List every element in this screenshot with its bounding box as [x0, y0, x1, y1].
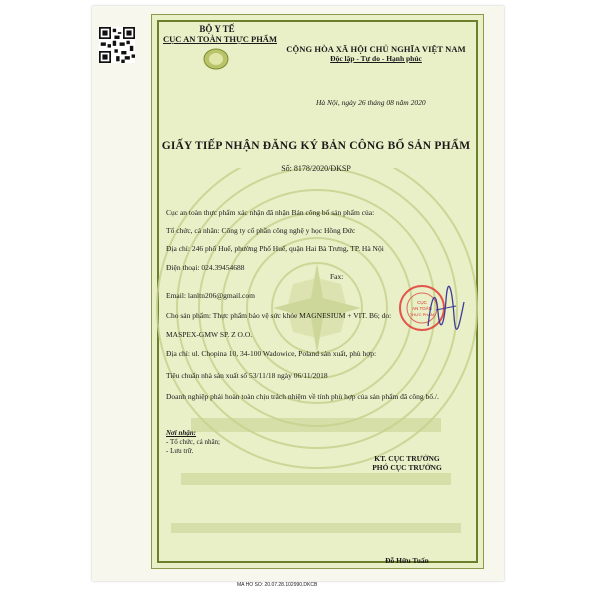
body-line-manufacturer-address: Địa chỉ: ul. Chopina 10, 34-100 Wadowice, Poland sản xuất, phù hợp: — [166, 349, 377, 358]
body-line-fax: Fax: — [330, 272, 344, 281]
signature-block — [352, 454, 462, 472]
body-line-email: Email: lanltn206@gmail.com — [166, 291, 255, 300]
recipient-item: - Tổ chức, cá nhân; — [166, 438, 221, 446]
body-line-address: Địa chỉ: 246 phố Huế, phường Phố Huế, quận Hai Bà Trưng, TP. Hà Nội — [166, 244, 384, 253]
body-line-manufacturer: MASPEX-GMW SP. Z O.O. — [166, 330, 253, 339]
recipient-item: - Lưu trữ. — [166, 447, 194, 455]
issuer-header — [163, 24, 277, 44]
svg-text:CỤC: CỤC — [417, 300, 427, 305]
svg-text:THỰC PHẨM: THỰC PHẨM — [409, 312, 435, 317]
country-name: CỘNG HÒA XÃ HỘI CHỦ NGHĨA VIỆT NAM — [286, 44, 466, 54]
body-line-product: Cho sản phẩm: Thực phẩm bảo vệ sức khỏe MAGNESIUM + VIT. B6; do: — [166, 311, 392, 320]
body-line-phone: Điện thoại: 024.39454688 — [166, 263, 245, 272]
issue-date: Hà Nội, ngày 26 tháng 08 năm 2020 — [316, 98, 426, 107]
agency-logo-icon — [203, 48, 229, 70]
signature-title-2: PHÓ CỤC TRƯỞNG — [372, 463, 442, 472]
signature-title-1: KT. CỤC TRƯỞNG — [374, 454, 440, 463]
dossier-code: MA HO SO: 20.07.28.102990.DKCB — [237, 582, 318, 588]
signer-name: Đỗ Hữu Tuấn — [385, 556, 429, 565]
document-title: GIẤY TIẾP NHẬN ĐĂNG KÝ BẢN CÔNG BỐ SẢN PHẨM — [161, 140, 471, 152]
body-line-standard: Tiêu chuẩn nhà sản xuất số 53/11/18 ngày 06/11/2018 — [166, 371, 328, 380]
document-number: Số: 8178/2020/ĐKSP — [281, 164, 351, 173]
national-header — [276, 44, 476, 63]
recipients-title: Nơi nhận: — [166, 429, 197, 437]
qr-code — [99, 27, 135, 63]
body-line-intro: Cục an toàn thực phẩm xác nhận đã nhận Bản công bố sản phẩm của: — [166, 208, 375, 217]
body-line-organization: Tổ chức, cá nhân: Công ty cổ phần công nghệ y học Hồng Đức — [166, 226, 356, 235]
agency-name: CỤC AN TOÀN THỰC PHẨM — [163, 34, 277, 44]
svg-text:AN TOÀN: AN TOÀN — [412, 306, 432, 311]
ministry-name: BỘ Y TẾ — [199, 24, 235, 34]
body-line-responsibility: Doanh nghiệp phải hoàn toàn chịu trách nhiệm về tính phù hợp của sản phẩm đã công bố./. — [166, 392, 439, 401]
national-motto: Độc lập - Tự do - Hạnh phúc — [330, 54, 422, 63]
recipients-block — [166, 429, 596, 456]
